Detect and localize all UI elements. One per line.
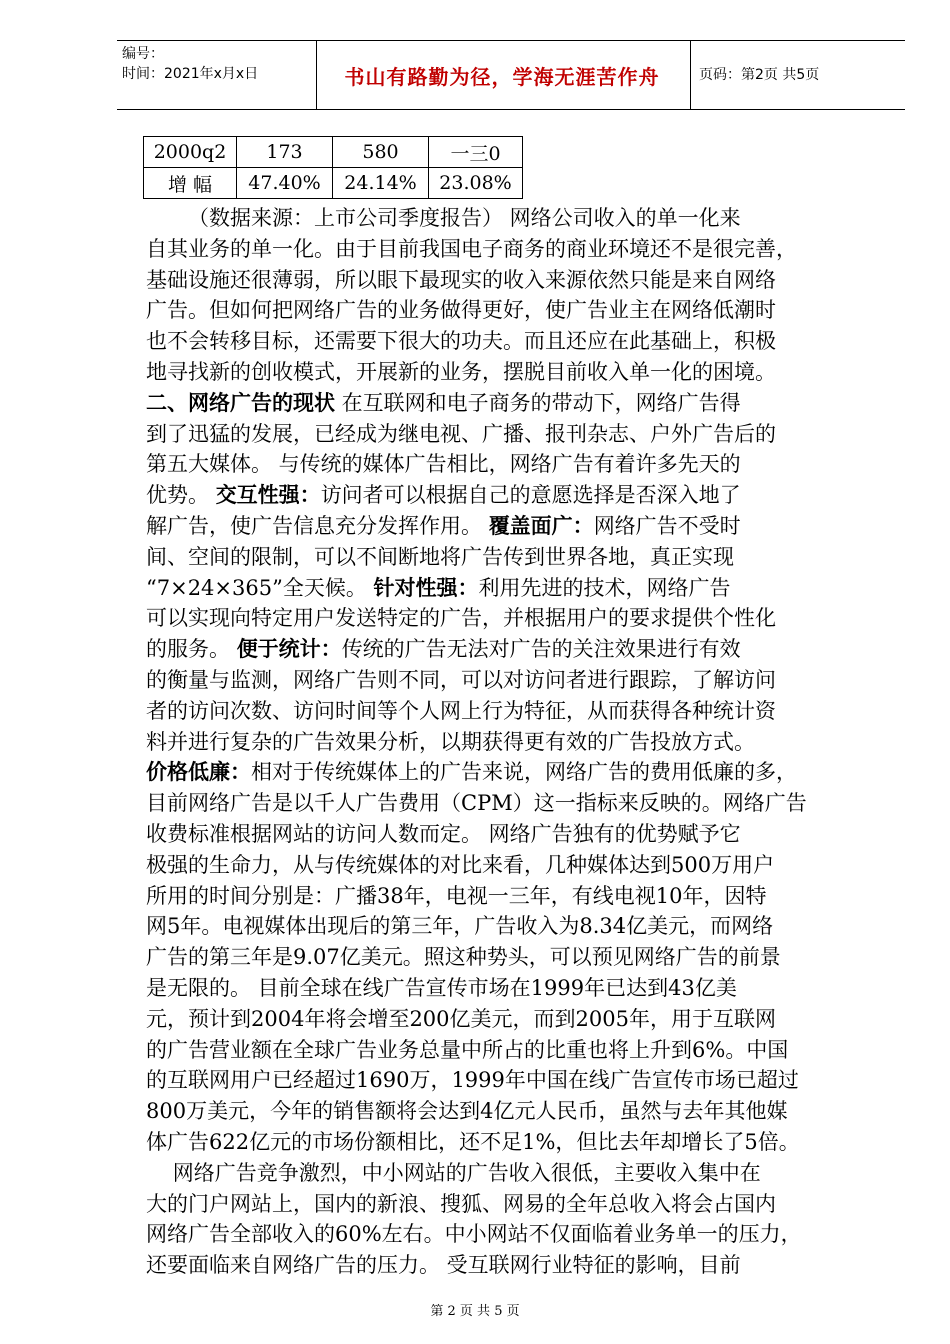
text-line: 网络广告全部收入的60%左右。中小网站不仅面临着业务单一的压力，	[146, 1222, 802, 1247]
table-cell: 2000q2	[144, 137, 237, 168]
bold-term: 针对性强：	[373, 575, 479, 600]
text-line: 料并进行复杂的广告效果分析，以期获得更有效的广告投放方式。	[146, 729, 755, 754]
text-line: 间、空间的限制，可以不间断地将广告传到世界各地，真正实现	[146, 544, 734, 569]
text-line: 收费标准根据网站的访问人数而定。 网络广告独有的优势赋予它	[146, 821, 741, 846]
table-row	[144, 137, 523, 168]
text-line: 体广告622亿元的市场份额相比，还不足1%，但比去年却增长了5倍。	[146, 1129, 800, 1154]
table-cell: 173	[237, 137, 333, 168]
text-line: 到了迅猛的发展，已经成为继电视、广播、报刊杂志、户外广告后的	[146, 421, 776, 446]
table-cell: 47.40%	[237, 168, 333, 199]
text-line: 大的门户网站上，国内的新浪、搜狐、网易的全年总收入将会占国内	[146, 1191, 776, 1216]
text-line: 所用的时间分别是：广播38年，电视一三年，有线电视10年，因特	[146, 883, 767, 908]
header-divider	[690, 41, 691, 109]
text-line: 的衡量与监测，网络广告则不同，可以对访问者进行跟踪，了解访问	[146, 667, 776, 692]
bold-term: 覆盖面广：	[488, 513, 594, 538]
growth-table	[143, 136, 523, 199]
text-line: 的服务。 便于统计：传统的广告无法对广告的关注效果进行有效	[146, 637, 741, 662]
header-meta	[122, 44, 258, 84]
header-motto: 书山有路勤为径，学海无涯苦作舟	[344, 65, 660, 89]
text-line: 的互联网用户已经超过1690万，1999年中国在线广告宣传市场已超过	[146, 1068, 799, 1093]
header-page-number: 页码：第2页 共5页	[699, 67, 820, 83]
text-line: 网络广告竞争激烈，中小网站的广告收入很低，主要收入集中在	[146, 1160, 761, 1185]
text-line: 地寻找新的创收模式，开展新的业务，摆脱目前收入单一化的困境。	[146, 359, 776, 384]
text-line: 元，预计到2004年将会增至200亿美元，而到2005年，用于互联网	[146, 1006, 776, 1031]
body-text	[146, 203, 876, 1281]
text-line: 者的访问次数、访问时间等个人网上行为特征，从而获得各种统计资	[146, 698, 776, 723]
text-line: 是无限的。 目前全球在线广告宣传市场在1999年已达到43亿美	[146, 975, 737, 1000]
text-line: 解广告，使广告信息充分发挥作用。 覆盖面广：网络广告不受时	[146, 513, 741, 538]
document-time-label: 时间：2021年x月x日	[122, 66, 259, 82]
text-line: “7×24×365”全天候。 针对性强：利用先进的技术，网络广告	[146, 575, 731, 600]
text-line: 广告。但如何把网络广告的业务做得更好，使广告业主在网络低潮时	[146, 298, 776, 323]
text-line: 广告的第三年是9.07亿美元。照这种势头，可以预见网络广告的前景	[146, 945, 781, 970]
text-line: 极强的生命力，从与传统媒体的对比来看，几种媒体达到500万用户	[146, 852, 775, 877]
text-line: 第五大媒体。 与传统的媒体广告相比，网络广告有着许多先天的	[146, 452, 741, 477]
text-line: 基础设施还很薄弱，所以眼下最现实的收入来源依然只能是来自网络	[146, 267, 776, 292]
text-line: 价格低廉：相对于传统媒体上的广告来说，网络广告的费用低廉的多，	[146, 760, 797, 785]
text-line: 目前网络广告是以千人广告费用（CPM）这一指标来反映的。网络广告	[146, 791, 807, 816]
text-line: 优势。 交互性强：访问者可以根据自己的意愿选择是否深入地了	[146, 483, 741, 508]
text-line: 网5年。电视媒体出现后的第三年，广告收入为8.34亿美元，而网络	[146, 914, 774, 939]
table-cell: 一三0	[429, 137, 523, 168]
table-cell: 23.08%	[429, 168, 523, 199]
text-line: 还要面临来自网络广告的压力。 受互联网行业特征的影响，目前	[146, 1253, 741, 1278]
text-line: 自其业务的单一化。由于目前我国电子商务的商业环境还不是很完善，	[146, 236, 797, 261]
text-line: （数据来源：上市公司季度报告） 网络公司收入的单一化来	[188, 206, 741, 230]
table-cell: 580	[333, 137, 429, 168]
text-line: 的广告营业额在全球广告业务总量中所占的比重也将上升到6%。中国	[146, 1037, 789, 1062]
table-cell: 24.14%	[333, 168, 429, 199]
bold-term: 交互性强：	[215, 483, 321, 508]
bold-term: 便于统计：	[236, 637, 342, 662]
table-cell: 增 幅	[144, 168, 237, 199]
section-heading: 二、网络广告的现状	[146, 390, 335, 415]
text-line: 二、网络广告的现状 在互联网和电子商务的带动下，网络广告得	[146, 390, 741, 415]
table-row	[144, 168, 523, 199]
text-line: 也不会转移目标，还需要下很大的功夫。而且还应在此基础上，积极	[146, 329, 776, 354]
bold-term: 价格低廉：	[146, 760, 251, 785]
page-footer: 第 2 页 共 5 页	[430, 1304, 520, 1319]
page-header	[117, 40, 905, 110]
document-number-label: 编号：	[122, 46, 164, 62]
text-line: 可以实现向特定用户发送特定的广告，并根据用户的要求提供个性化	[146, 606, 776, 631]
text-line: 800万美元，今年的销售额将会达到4亿元人民币，虽然与去年其他媒	[146, 1099, 788, 1124]
